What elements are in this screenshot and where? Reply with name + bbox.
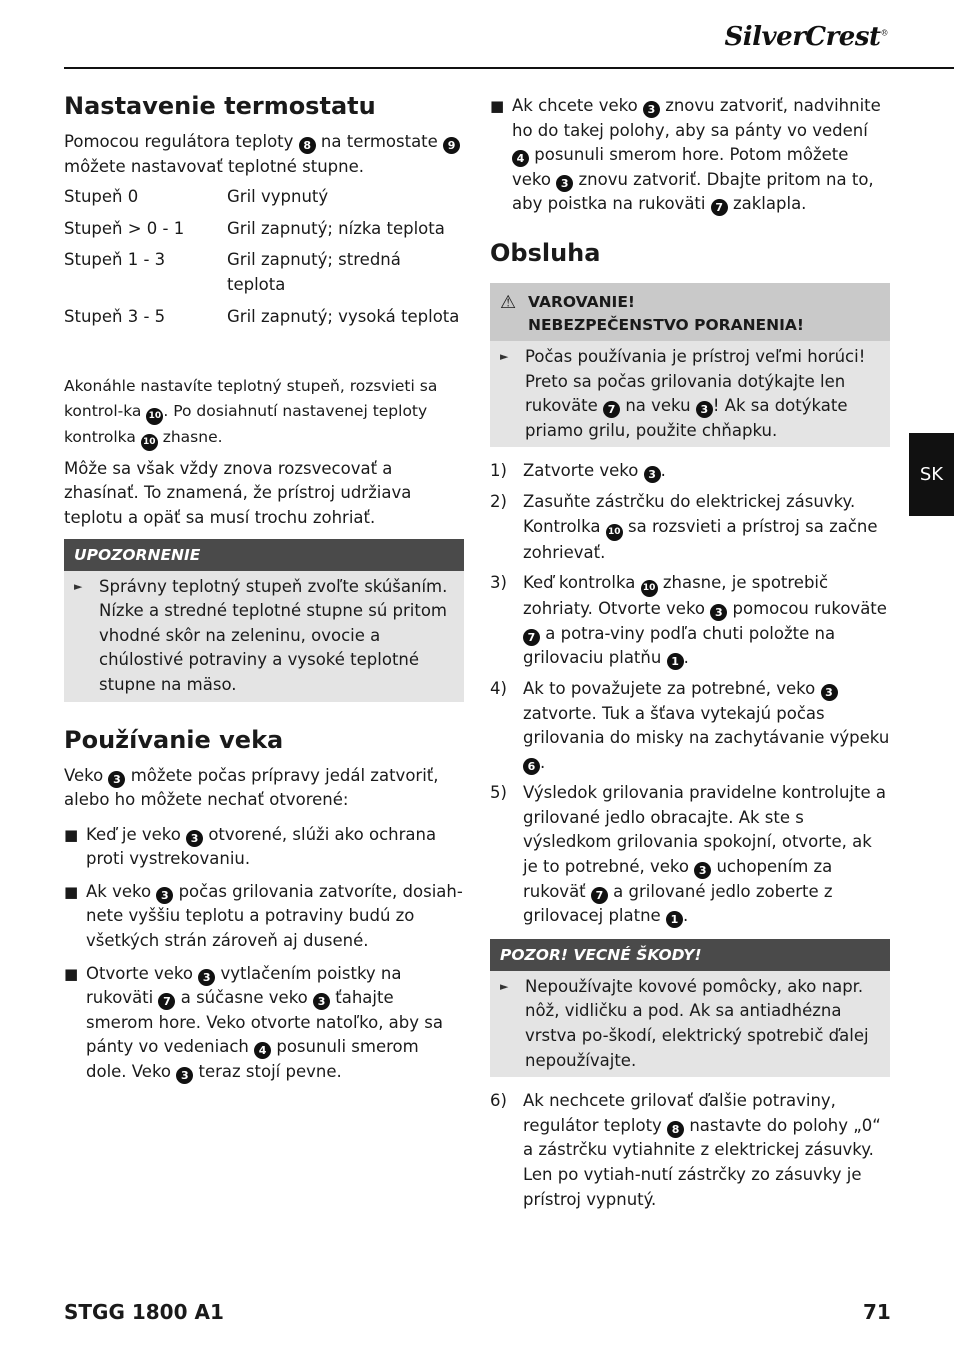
part-number-badge: 3 bbox=[198, 969, 215, 986]
part-number-badge: 1 bbox=[666, 911, 683, 928]
warning-icon: ⚠ bbox=[500, 291, 517, 313]
arrow-icon: ► bbox=[500, 349, 509, 363]
part-number-badge: 10 bbox=[606, 524, 623, 541]
caution-title: POZOR! VECNÉ ŠKODY! bbox=[490, 939, 890, 971]
right-column bbox=[490, 94, 890, 1218]
part-number-badge: 3 bbox=[156, 887, 173, 904]
part-number-badge: 7 bbox=[711, 199, 728, 216]
operation-title: Obsluha bbox=[490, 238, 601, 267]
list-item: 6) Ak nechcete grilovať ďalšie potraviny, regulátor teploty 8 nastavte do polohy „0“ a zástrčku vytiahnite z elektrickej zásuvky. Len po vytiah-nutí zástrčky zo zásuvky je prístroj vypnutý. bbox=[490, 1089, 890, 1212]
part-number-badge: 3 bbox=[643, 101, 660, 118]
table-row: Stupeň 3 - 5 Gril zapnutý; vysoká teplota bbox=[64, 306, 460, 326]
part-number-badge: 9 bbox=[443, 137, 460, 154]
part-number-badge: 3 bbox=[176, 1067, 193, 1084]
warning-box bbox=[490, 283, 890, 447]
warning-title-1: VAROVANIE! bbox=[528, 292, 635, 311]
caution-text: Nepoužívajte kovové pomôcky, ako napr. nôž, vidličku a pod. Ak sa antiadhézna vrstva po-škodí, elektrický spotrebič ďalej nepoužívajte. bbox=[525, 976, 869, 1070]
list-number: 2) bbox=[490, 491, 507, 511]
warning-text: Počas používania je prístroj veľmi horúci! Preto sa počas grilovania dotýkajte len rukoväte 7 na veku 3 ! Ak sa dotýkate priamo grilu, použite chňapku. bbox=[525, 346, 866, 440]
part-number-badge: 8 bbox=[667, 1121, 684, 1138]
part-number-badge: 3 bbox=[694, 862, 711, 879]
list-number: 4) bbox=[490, 678, 507, 698]
list-item: 2) Zasuňte zástrčku do elektrickej zásuvky. Kontrolka 10 sa rozsvieti a prístroj sa začne zohrievať. bbox=[490, 490, 890, 565]
caution-box bbox=[490, 939, 890, 1077]
thermostat-para2: Môže sa však vždy znova rozsvecovať a zhasínať. To znamená, že prístroj udržiava teplotu a opäť sa musí trochu zohriať. bbox=[64, 458, 412, 527]
table-row: Stupeň > 0 - 1 Gril zapnutý; nízka teplota bbox=[64, 218, 445, 238]
part-number-badge: 7 bbox=[523, 629, 540, 646]
list-number: 6) bbox=[490, 1091, 507, 1111]
list-item: 5) Výsledok grilovania pravidelne kontrolujte a grilované jedlo obracajte. Ak ste s výsledkom grilovania spokojní, otvorte, ak je to potrebné, veko 3 uchopením za rukoväť 7 a grilované jedlo zoberte z grilovacej platne 1 . bbox=[490, 781, 890, 929]
page-number: 71 bbox=[863, 1300, 891, 1324]
part-number-badge: 6 bbox=[523, 758, 540, 775]
thermostat-intro: Pomocou regulátora teploty 8 na termostate 9 môžete nastavovať teplotné stupne. bbox=[64, 130, 464, 179]
part-number-badge: 3 bbox=[313, 993, 330, 1010]
list-item: 4) Ak to považujete za potrebné, veko 3 zatvorte. Tuk a šťava vytekajú počas grilovania do misky na zachytávanie výpeku 6 . bbox=[490, 677, 890, 775]
square-bullet-icon: ■ bbox=[490, 97, 505, 115]
part-number-badge: 7 bbox=[158, 993, 175, 1010]
list-number: 5) bbox=[490, 783, 507, 803]
header-rule bbox=[64, 67, 954, 69]
list-item: ■ Otvorte veko 3 vytlačením poistky na rukoväti 7 a súčasne veko 3 ťahajte smerom hore. Veko otvorte natoľko, aby sa pánty vo vedeniach 4 posunuli smerom dole. Veko 3 teraz stojí pevne. bbox=[64, 962, 464, 1085]
levels-table bbox=[64, 185, 464, 336]
part-number-badge: 3 bbox=[108, 771, 125, 788]
part-number-badge: 1 bbox=[667, 653, 684, 670]
note-box bbox=[64, 539, 464, 702]
part-number-badge: 4 bbox=[512, 150, 529, 167]
list-item: ■ Ak veko 3 počas grilovania zatvoríte, dosiah-nete vyššiu teplotu a potraviny budú zo všetkých strán zároveň aj dusené. bbox=[64, 880, 464, 954]
arrow-icon: ► bbox=[74, 579, 83, 593]
part-number-badge: 3 bbox=[556, 175, 573, 192]
square-bullet-icon: ■ bbox=[64, 882, 79, 901]
note-title: UPOZORNENIE bbox=[64, 539, 464, 571]
note-text: Správny teplotný stupeň zvoľte skúšaním. Nízke a stredné teplotné stupne sú pritom vhodné skôr na zeleninu, ovocie a chúlostivé potraviny a vysoké teplotné stupne na mäso. bbox=[99, 576, 448, 694]
language-tab: SK bbox=[909, 433, 954, 516]
part-number-badge: 3 bbox=[186, 830, 203, 847]
part-number-badge: 8 bbox=[299, 137, 316, 154]
part-number-badge: 3 bbox=[710, 604, 727, 621]
part-number-badge: 4 bbox=[254, 1042, 271, 1059]
lid-title: Používanie veka bbox=[64, 725, 284, 754]
table-row: Stupeň 1 - 3 Gril zapnutý; stredná teplota bbox=[64, 250, 401, 294]
left-column bbox=[64, 90, 464, 1093]
list-item: ■ Keď je veko 3 otvorené, slúži ako ochrana proti vystrekovaniu. bbox=[64, 823, 464, 872]
arrow-icon: ► bbox=[500, 979, 509, 993]
table-row: Stupeň 0 Gril vypnutý bbox=[64, 187, 329, 207]
thermostat-title: Nastavenie termostatu bbox=[64, 92, 376, 120]
part-number-badge: 7 bbox=[603, 401, 620, 418]
lid-intro: Veko 3 môžete počas prípravy jedál zatvoriť, alebo ho môžete nechať otvorené: bbox=[64, 765, 439, 810]
square-bullet-icon: ■ bbox=[64, 825, 79, 844]
part-number-badge: 10 bbox=[641, 580, 658, 597]
part-number-badge: 10 bbox=[146, 408, 163, 425]
list-number: 1) bbox=[490, 461, 507, 481]
list-item: 3) Keď kontrolka 10 zhasne, je spotrebič zohriaty. Otvorte veko 3 pomocou rukoväte 7 a potra-viny podľa chuti položte na grilovaciu platňu 1 . bbox=[490, 571, 890, 671]
part-number-badge: 10 bbox=[141, 434, 158, 451]
part-number-badge: 7 bbox=[591, 887, 608, 904]
square-bullet-icon: ■ bbox=[64, 964, 79, 983]
list-number: 3) bbox=[490, 573, 507, 593]
part-number-badge: 3 bbox=[821, 684, 838, 701]
part-number-badge: 3 bbox=[644, 466, 661, 483]
brand-logo: SilverCrest® bbox=[724, 22, 888, 52]
part-number-badge: 3 bbox=[696, 401, 713, 418]
thermostat-para1: Akonáhle nastavíte teplotný stupeň, rozsvieti sa kontrol-ka 10 . Po dosiahnutí nastavenej teploty kontrolka 10 zhasne. bbox=[64, 374, 464, 451]
warning-title-2: NEBEZPEČENSTVO PORANENIA! bbox=[528, 315, 804, 334]
list-item: ■ Ak chcete veko 3 znovu zatvoriť, nadvihnite ho do takej polohy, aby sa pánty vo vedení 4 posunuli smerom hore. Potom môžete veko 3 znovu zatvoriť. Dbajte pritom na to, aby poistka na rukoväti 7 zaklapla. bbox=[490, 94, 890, 217]
model-number: STGG 1800 A1 bbox=[64, 1300, 224, 1324]
list-item: 1) Zatvorte veko 3 . bbox=[490, 459, 890, 484]
